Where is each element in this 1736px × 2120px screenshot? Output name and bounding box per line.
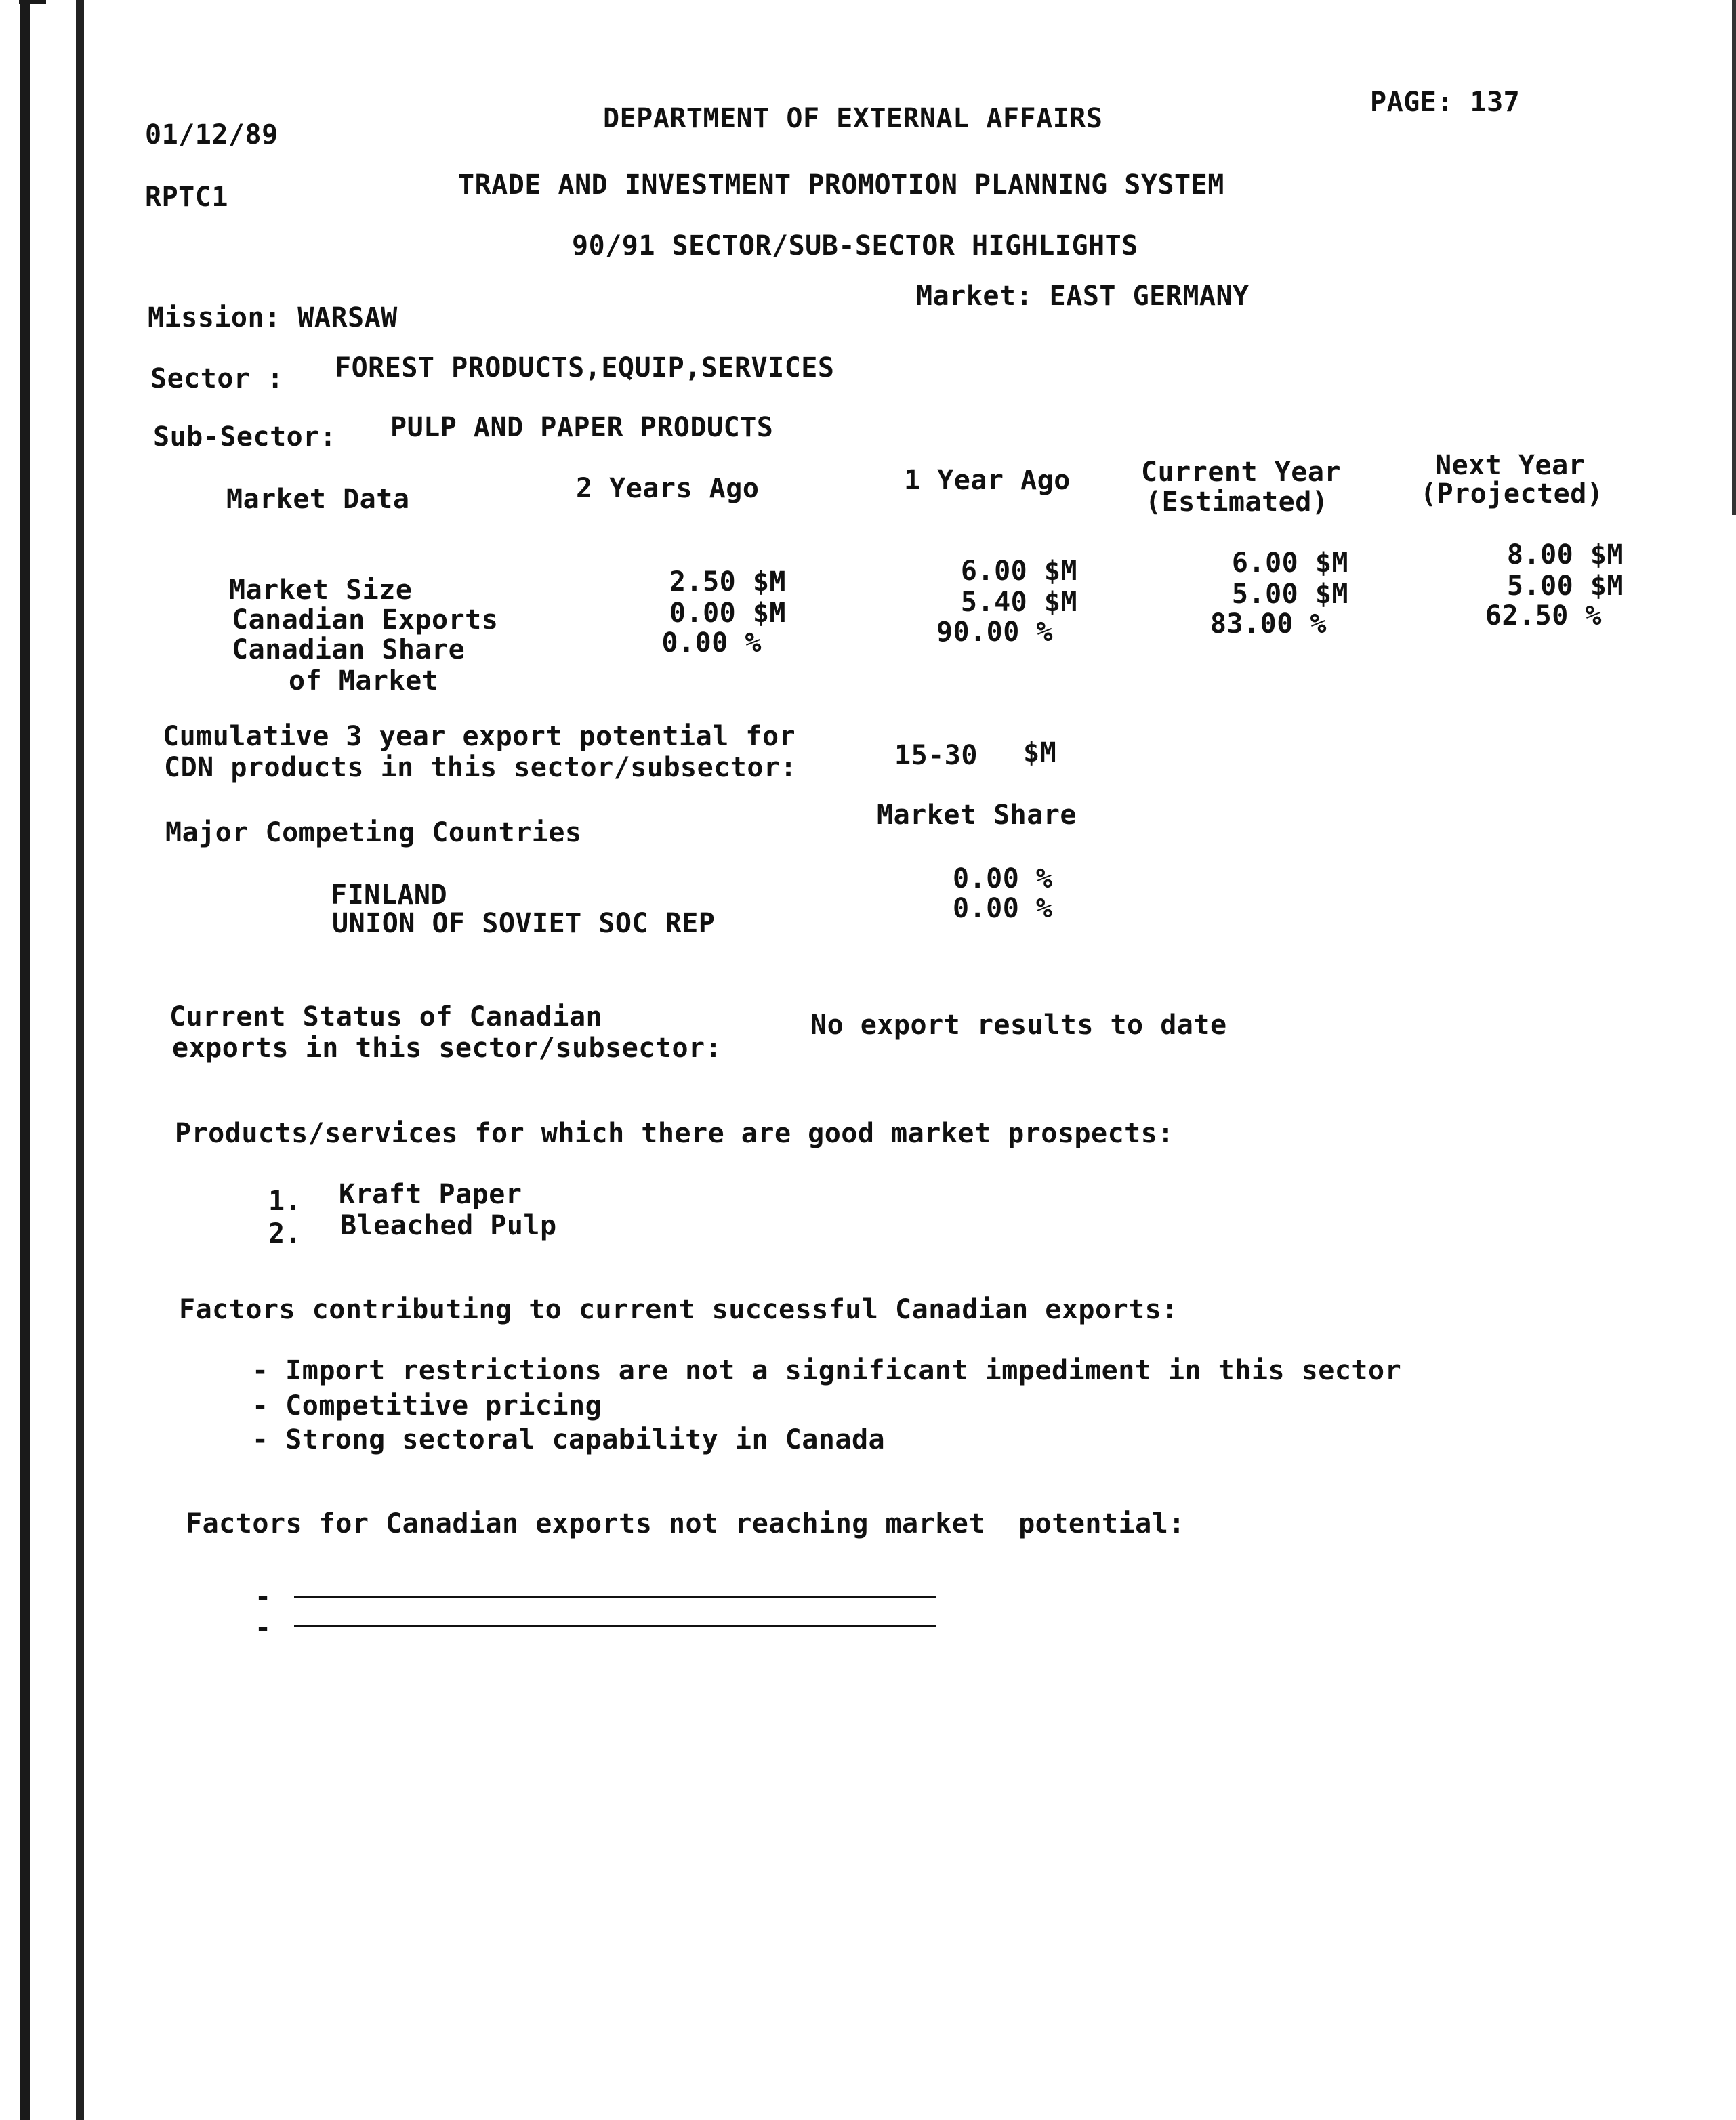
status-line2: exports in this sector/subsector:	[172, 1033, 722, 1064]
prospect-number: 1.	[268, 1186, 302, 1217]
competitor-country: UNION OF SOVIET SOC REP	[332, 908, 716, 939]
status-value: No export results to date	[810, 1010, 1227, 1041]
sector-label: Sector :	[150, 363, 284, 394]
col-header-current-year: Current Year	[1141, 457, 1341, 488]
row-label-canadian-exports: Canadian Exports	[232, 604, 499, 636]
cell-exports-next: 5.00 $M	[1506, 570, 1624, 602]
cell-share-1y: 90.00 %	[936, 617, 1053, 648]
row-label-canadian-share: Canadian Share	[232, 634, 466, 665]
system-title: TRADE AND INVESTMENT PROMOTION PLANNING SYSTEM	[458, 169, 1224, 201]
scan-binding-edge-inner	[76, 0, 84, 2120]
competitor-share: 0.00 %	[953, 893, 1053, 924]
scan-binding-edge	[20, 0, 30, 2120]
report-code: RPTC1	[145, 182, 228, 213]
scan-binding-edge-top	[19, 0, 46, 4]
col-header-projected: (Projected)	[1420, 478, 1604, 510]
market-share-heading: Market Share	[877, 799, 1077, 831]
blank-fill-line	[294, 1596, 936, 1598]
potential-value: 15-30	[894, 740, 978, 771]
potential-line2: CDN products in this sector/subsector:	[164, 752, 798, 783]
cell-share-2y: 0.00 %	[661, 627, 762, 659]
col-header-2-years-ago: 2 Years Ago	[576, 473, 760, 504]
row-label-of-market: of Market	[289, 665, 439, 697]
prospect-item: Kraft Paper	[339, 1179, 522, 1210]
competitors-heading: Major Competing Countries	[165, 817, 582, 848]
blank-fill-line	[294, 1625, 936, 1627]
page-number: PAGE: 137	[1370, 87, 1521, 118]
col-header-estimated: (Estimated)	[1145, 486, 1329, 518]
cell-market-size-1y: 6.00 $M	[960, 556, 1077, 587]
cell-market-size-2y: 2.50 $M	[669, 566, 786, 598]
market: Market: EAST GERMANY	[916, 280, 1249, 312]
status-line1: Current Status of Canadian	[169, 1001, 603, 1033]
subsector-label: Sub-Sector:	[153, 421, 337, 453]
row-label-market-size: Market Size	[229, 575, 413, 606]
sector-value: FOREST PRODUCTS,EQUIP,SERVICES	[335, 352, 835, 383]
cell-share-next: 62.50 %	[1485, 600, 1602, 631]
blank-dash: -	[255, 1613, 272, 1644]
potential-unit: $M	[1023, 737, 1057, 768]
report-title: 90/91 SECTOR/SUB-SECTOR HIGHLIGHTS	[572, 230, 1138, 262]
prospects-heading: Products/services for which there are good market prospects:	[175, 1118, 1174, 1149]
success-factor-item: - Strong sectoral capability in Canada	[252, 1424, 886, 1455]
subsector-value: PULP AND PAPER PRODUCTS	[390, 412, 774, 443]
competitor-share: 0.00 %	[953, 863, 1053, 894]
prospect-number: 2.	[268, 1218, 302, 1249]
competitor-country: FINLAND	[331, 879, 448, 911]
success-factor-item: - Import restrictions are not a significant impediment in this sector	[252, 1355, 1402, 1386]
cell-exports-1y: 5.40 $M	[960, 587, 1077, 618]
col-header-market-data: Market Data	[226, 484, 410, 515]
cell-share-cur: 83.00 %	[1210, 608, 1327, 640]
prospect-item: Bleached Pulp	[340, 1210, 557, 1241]
mission: Mission: WARSAW	[148, 302, 398, 333]
col-header-next-year: Next Year	[1435, 450, 1586, 481]
cell-market-size-next: 8.00 $M	[1506, 539, 1624, 570]
not-reaching-heading: Factors for Canadian exports not reaching market potential:	[186, 1508, 1185, 1539]
scan-right-edge	[1732, 0, 1736, 515]
col-header-1-year-ago: 1 Year Ago	[904, 465, 1071, 496]
cell-market-size-cur: 6.00 $M	[1231, 547, 1348, 579]
potential-line1: Cumulative 3 year export potential for	[163, 721, 796, 752]
report-date: 01/12/89	[145, 119, 278, 150]
success-factors-heading: Factors contributing to current successful Canadian exports:	[179, 1294, 1178, 1325]
cell-exports-cur: 5.00 $M	[1231, 579, 1348, 610]
cell-exports-2y: 0.00 $M	[669, 598, 786, 629]
blank-dash: -	[255, 1581, 272, 1613]
success-factor-item: - Competitive pricing	[252, 1390, 602, 1421]
department-title: DEPARTMENT OF EXTERNAL AFFAIRS	[603, 103, 1103, 134]
